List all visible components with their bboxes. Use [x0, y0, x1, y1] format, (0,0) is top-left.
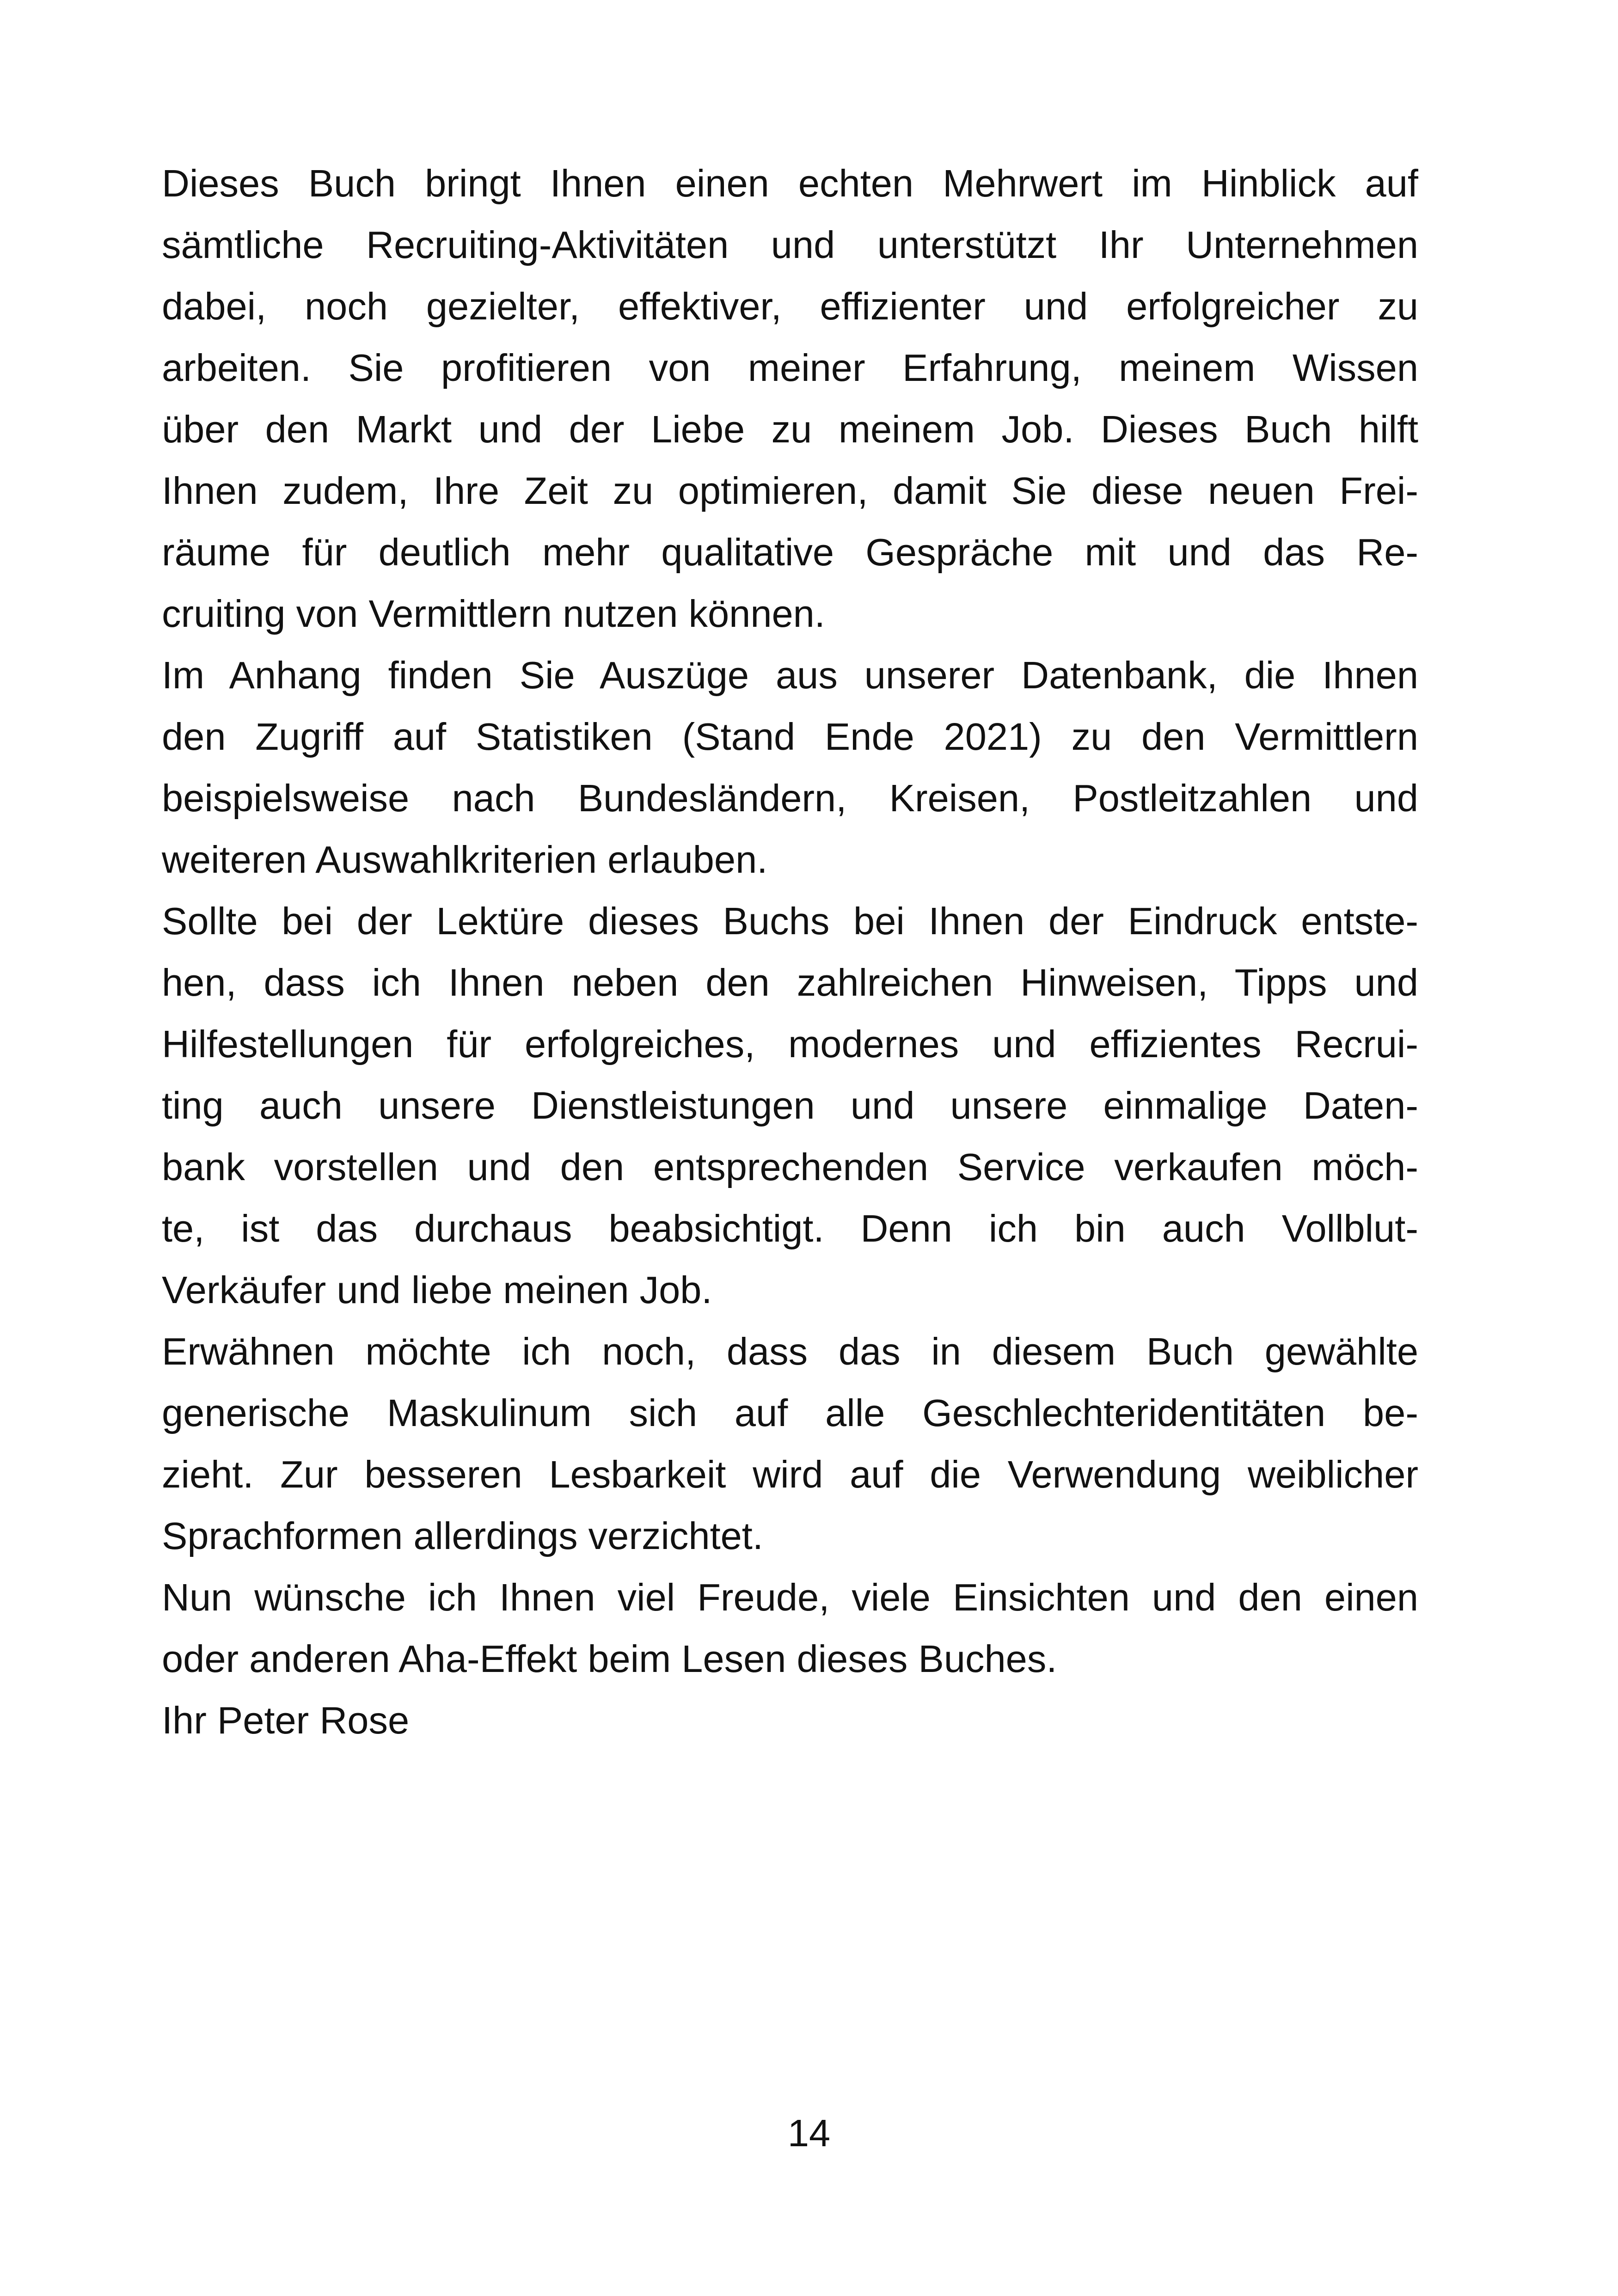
paragraph: [162, 890, 1418, 1321]
page-body: [162, 153, 1418, 1751]
text-line: weiteren Auswahlkriterien erlauben.: [162, 838, 768, 881]
text-line: Nun wünsche ich Ihnen viel Freude, viele Einsichten und den einen: [162, 1576, 1418, 1619]
paragraph: [162, 644, 1418, 890]
text-line: bank vorstellen und den entsprechenden Service verkaufen möch-: [162, 1145, 1418, 1188]
signature-line: Ihr Peter Rose: [162, 1699, 410, 1742]
text-line: Sprachformen allerdings verzichtet.: [162, 1514, 763, 1557]
text-line: Sollte bei der Lektüre dieses Buchs bei Ihnen der Eindruck entste-: [162, 900, 1418, 943]
page-number: 14: [787, 2112, 831, 2155]
text-line: den Zugriff auf Statistiken (Stand Ende 2021) zu den Vermittlern: [162, 715, 1418, 758]
text-line: sämtliche Recruiting-Aktivitäten und unterstützt Ihr Unternehmen: [162, 223, 1418, 266]
text-line: ting auch unsere Dienstleistungen und unsere einmalige Daten-: [162, 1084, 1418, 1127]
text-line: räume für deutlich mehr qualitative Gespräche mit und das Re-: [162, 531, 1418, 574]
text-line: zieht. Zur besseren Lesbarkeit wird auf die Verwendung weiblicher: [162, 1453, 1418, 1496]
text-line: arbeiten. Sie profitieren von meiner Erfahrung, meinem Wissen: [162, 346, 1418, 389]
text-line: über den Markt und der Liebe zu meinem Job. Dieses Buch hilft: [162, 408, 1418, 451]
signature: [162, 1690, 1418, 1751]
text-line: te, ist das durchaus beabsichtigt. Denn ich bin auch Vollblut-: [162, 1207, 1418, 1250]
text-line: oder anderen Aha-Effekt beim Lesen dieses Buches.: [162, 1637, 1057, 1680]
text-line: hen, dass ich Ihnen neben den zahlreichen Hinweisen, Tipps und: [162, 961, 1418, 1004]
text-line: cruiting von Vermittlern nutzen können.: [162, 592, 825, 635]
paragraph: [162, 1567, 1418, 1690]
text-line: Im Anhang finden Sie Auszüge aus unserer Datenbank, die Ihnen: [162, 654, 1418, 697]
paragraph: [162, 153, 1418, 644]
text-line: Dieses Buch bringt Ihnen einen echten Mehrwert im Hinblick auf: [162, 162, 1418, 205]
text-line: dabei, noch gezielter, effektiver, effizienter und erfolgreicher zu: [162, 285, 1418, 328]
text-line: Ihnen zudem, Ihre Zeit zu optimieren, damit Sie diese neuen Frei-: [162, 469, 1418, 512]
text-line: beispielsweise nach Bundesländern, Kreisen, Postleitzahlen und: [162, 777, 1418, 820]
text-line: Hilfestellungen für erfolgreiches, modernes und effizientes Recrui-: [162, 1022, 1418, 1065]
text-line: Verkäufer und liebe meinen Job.: [162, 1268, 712, 1311]
paragraph: [162, 1321, 1418, 1567]
text-line: Erwähnen möchte ich noch, dass das in diesem Buch gewählte: [162, 1330, 1418, 1373]
text-line: generische Maskulinum sich auf alle Geschlechteridentitäten be-: [162, 1391, 1418, 1434]
